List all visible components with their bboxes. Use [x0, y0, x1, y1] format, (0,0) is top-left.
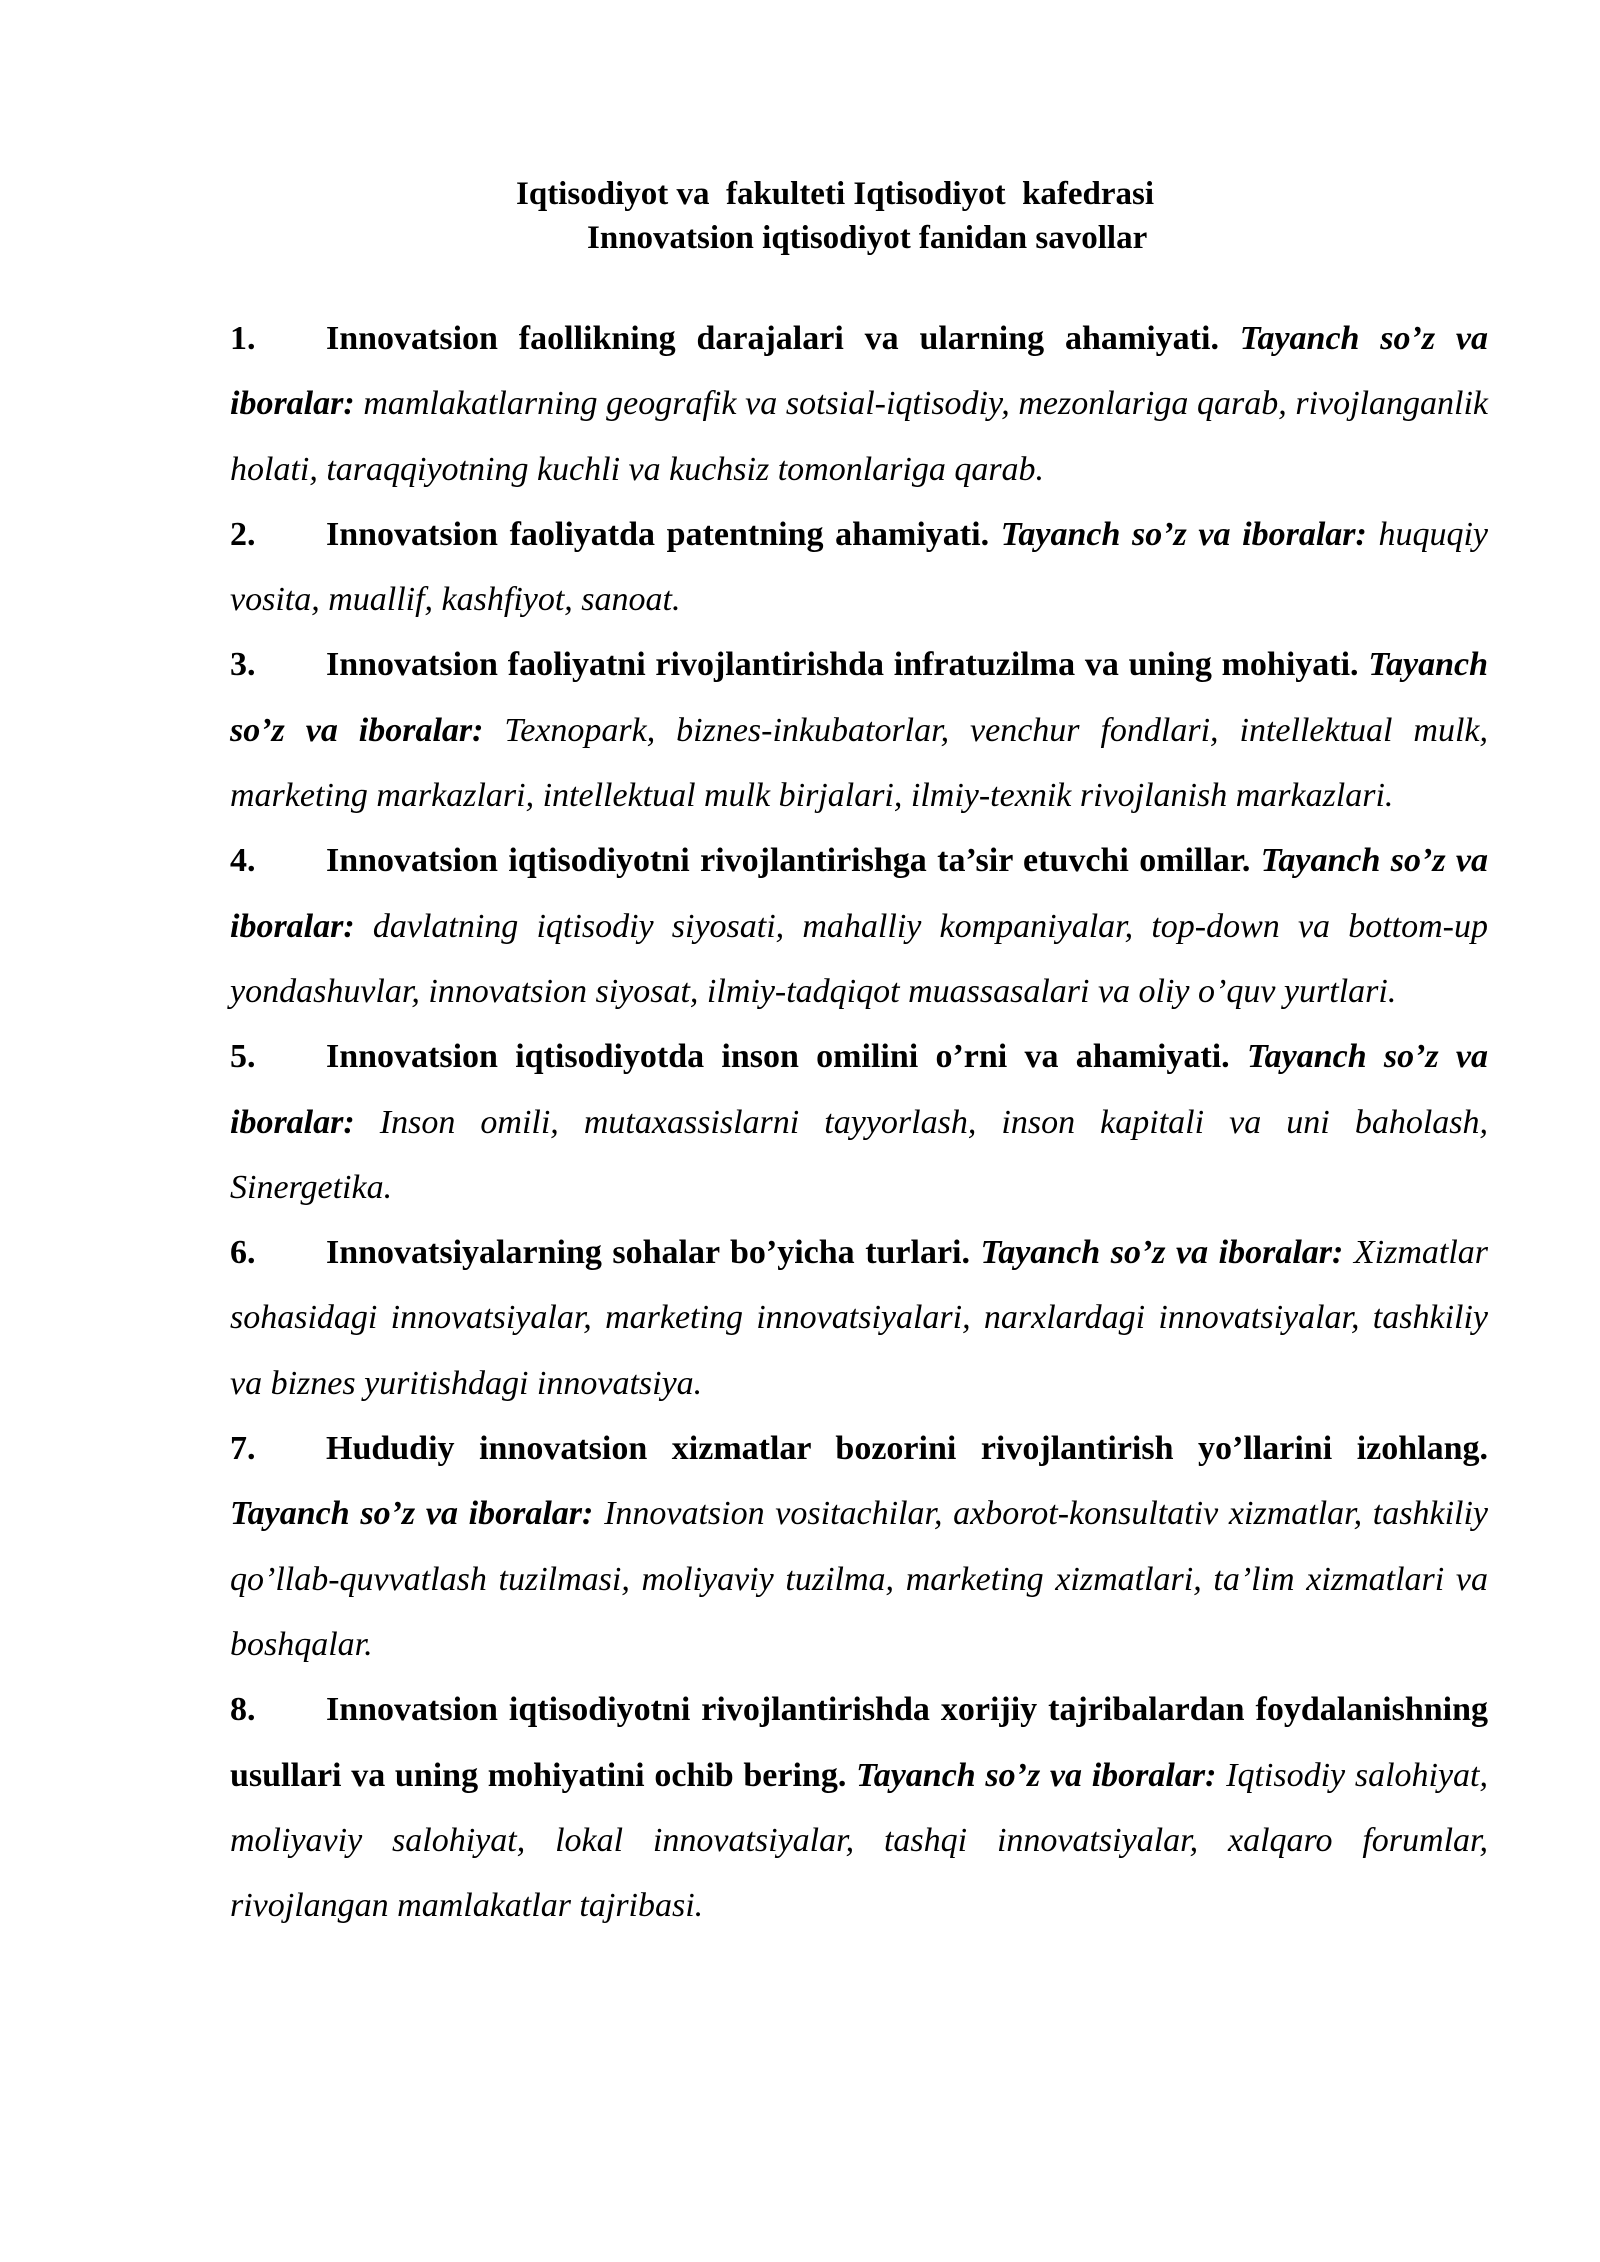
question-number: 2.	[230, 515, 256, 553]
keywords-label: Tayanch so’z va iboralar:	[856, 1756, 1217, 1794]
question-item	[230, 1024, 1488, 1220]
question-item	[230, 1416, 1488, 1677]
question-number: 8.	[230, 1691, 256, 1729]
question-number: 4.	[230, 842, 256, 880]
question-title: Innovatsion faollikning darajalari va ularning ahamiyati.	[326, 320, 1219, 357]
keywords-text: huquqiy vosita, muallif, kashfiyot, sanoat.	[230, 515, 1489, 619]
keywords-label: Tayanch so’z va iboralar:	[230, 1495, 594, 1533]
question-item	[230, 1220, 1488, 1416]
keywords-label: Tayanch so’z va iboralar:	[1000, 515, 1367, 553]
question-number: 6.	[230, 1234, 256, 1272]
keywords-text: Iqtisodiy salohiyat, moliyaviy salohiyat, lokal innovatsiyalar, tashqi innovatsiyalar, xalqaro forumlar, rivojlangan mamlakatlar tajribasi.	[230, 1756, 1489, 1925]
question-title: Innovatsiyalarning sohalar bo’yicha turlari.	[326, 1234, 970, 1272]
keywords-label: Tayanch so’z va iboralar:	[980, 1234, 1344, 1272]
keywords-text: Inson omili, mutaxassislarni tayyorlash, inson kapitali va uni baholash, Sinergetika.	[230, 1103, 1488, 1206]
question-title: Innovatsion iqtisodiyotda inson omilini o’rni va ahamiyati.	[326, 1038, 1230, 1076]
keywords-text: mamlakatlarning geografik va sotsial-iqtisodiy, mezonlariga qarab, rivojlanganlik holati, taraqqiyotning kuchli va kuchsiz tomonlariga qarab.	[230, 385, 1489, 488]
document-header	[0, 172, 1600, 260]
keywords-label: Tayanch so’z va iboralar:	[230, 1038, 1488, 1141]
question-number: 7.	[230, 1430, 256, 1468]
question-title: Hududiy innovatsion xizmatlar bozorini rivojlantirish yo’llarini izohlang.	[326, 1430, 1488, 1468]
question-number: 1.	[230, 320, 256, 357]
question-number: 3.	[230, 646, 256, 684]
header-faculty-line: Iqtisodiyot va fakulteti Iqtisodiyot kafedrasi	[516, 176, 1155, 212]
question-number: 5.	[230, 1038, 256, 1076]
question-title: Innovatsion iqtisodiyotni rivojlantirishda xorijiy tajribalardan foydalanishning usullari va uning mohiyatini ochib bering.	[230, 1691, 1488, 1794]
question-item	[230, 828, 1488, 1024]
question-item	[230, 502, 1488, 633]
question-title: Innovatsion faoliyatda patentning ahamiyati.	[326, 515, 990, 553]
question-list	[230, 306, 1488, 1938]
keywords-label: Tayanch so’z va iboralar:	[230, 842, 1489, 945]
question-item	[230, 1677, 1488, 1938]
question-title: Innovatsion faoliyatni rivojlantirishda infratuzilma va uning mohiyati.	[326, 646, 1359, 684]
keywords-label: Tayanch so’z va iboralar:	[230, 320, 1488, 423]
question-item	[230, 306, 1488, 502]
keywords-text: davlatning iqtisodiy siyosati, mahalliy kompaniyalar, top-down va bottom-up yondashuvlar, innovatsion siyosat, ilmiy-tadqiqot muassasalari va oliy o’quv yurtlari.	[230, 907, 1488, 1010]
keywords-label: Tayanch so’z va iboralar:	[230, 646, 1489, 749]
keywords-text: Xizmatlar sohasidagi innovatsiyalar, marketing innovatsiyalari, narxlardagi innovatsiyalar, tashkiliy va biznes yuritishdagi innovatsiya.	[230, 1234, 1489, 1402]
keywords-text: Innovatsion vositachilar, axborot-konsultativ xizmatlar, tashkiliy qo’llab-quvvatlash tuzilmasi, moliyaviy tuzilma, marketing xizmatlari, ta’lim xizmatlari va boshqalar.	[230, 1495, 1489, 1663]
question-item	[230, 632, 1488, 828]
header-subject-line: Innovatsion iqtisodiyot fanidan savollar	[587, 220, 1148, 256]
question-title: Innovatsion iqtisodiyotni rivojlantirishga ta’sir etuvchi omillar.	[326, 842, 1251, 880]
keywords-text: Texnopark, biznes-inkubatorlar, venchur fondlari, intellektual mulk, marketing markazlari, intellektual mulk birjalari, ilmiy-texnik rivojlanish markazlari.	[230, 711, 1488, 815]
